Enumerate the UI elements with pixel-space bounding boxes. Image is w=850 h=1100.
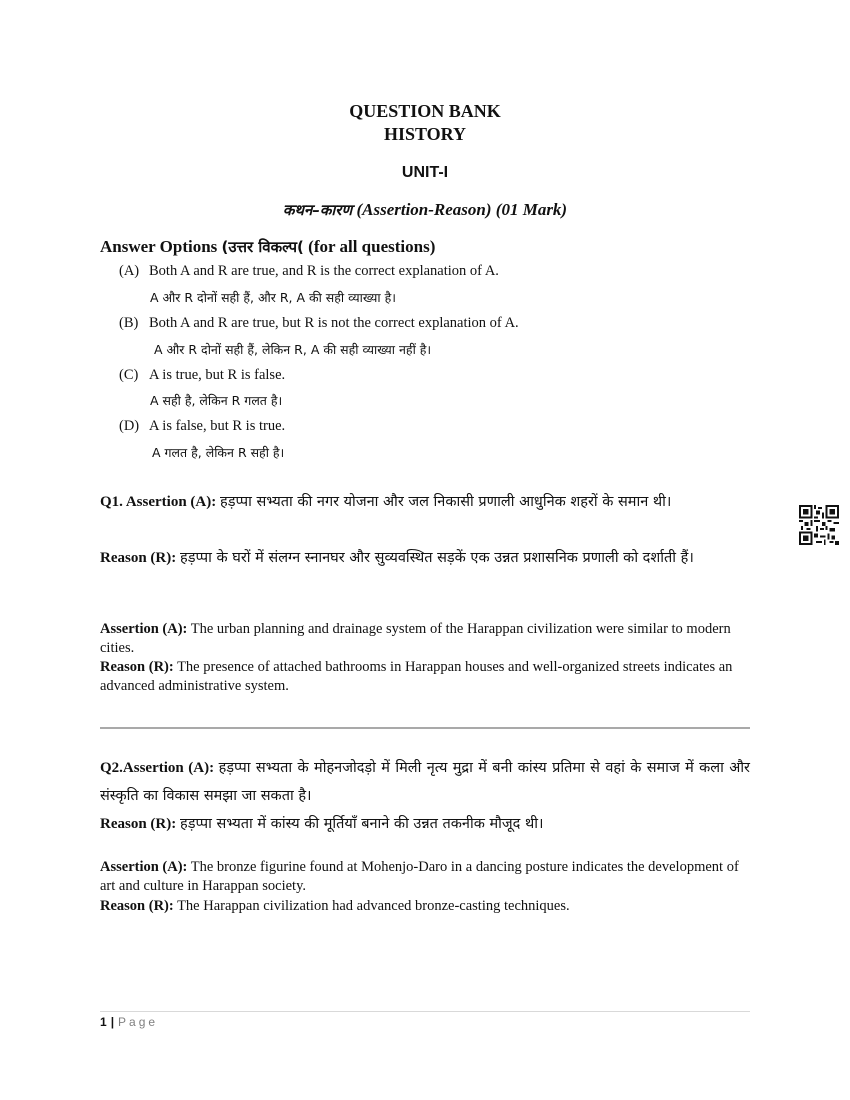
option-d-hindi: A गलत है, लेकिन R सही है। xyxy=(152,445,285,460)
option-text-en: Both A and R are true, but R is not the correct explanation of A. xyxy=(149,315,519,331)
section-title-hindi: कथन–कारण xyxy=(282,201,353,219)
page-number: 1 xyxy=(100,1015,107,1029)
option-d xyxy=(119,418,285,435)
section-title-english: (Assertion-Reason) (01 Mark) xyxy=(356,200,568,219)
footer-divider xyxy=(100,1011,750,1012)
q1-assertion-hindi: Q1. Assertion (A): हड़प्पा सभ्यता की नगर योजना और जल निकासी प्रणाली आधुनिक शहरों के समान थी। xyxy=(100,494,672,510)
q1-assertion-english: Assertion (A): The urban planning and drainage system of the Harappan civilization were similar to modern cities. xyxy=(100,621,731,656)
option-label: (D) xyxy=(119,418,140,434)
answer-options-heading: Answer Options (उत्तर विकल्प( (for all questions) xyxy=(100,237,436,256)
option-a xyxy=(119,263,499,280)
page-footer: 1 | Page xyxy=(100,1015,159,1029)
qr-code-icon xyxy=(799,505,839,545)
option-text-en: A is false, but R is true. xyxy=(149,418,286,434)
option-text-en: Both A and R are true, and R is the correct explanation of A. xyxy=(149,263,499,279)
option-label: (C) xyxy=(119,367,139,383)
q1-reason-hindi: Reason (R): हड़प्पा के घरों में संलग्न स्नानघर और सुव्यवस्थित सड़कें एक उन्नत प्रशासनिक प्रणाली को दर्शाती हैं। xyxy=(100,550,694,566)
section-title xyxy=(0,200,850,220)
option-label: (A) xyxy=(119,263,140,279)
option-label: (B) xyxy=(119,315,139,331)
section-divider xyxy=(100,727,750,729)
q2-label: Q2.Assertion (A): xyxy=(100,760,215,776)
option-c xyxy=(119,367,285,384)
option-a-hindi: A और R दोनों सही हैं, और R, A की सही व्याख्या है। xyxy=(150,290,397,305)
q2-reason-hindi: Reason (R): हड़प्पा सभ्यता में कांस्य की मूर्तियाँ बनाने की उन्नत तकनीक मौजूद थी। xyxy=(100,816,544,832)
q2-assertion-hindi: Q2.Assertion (A): हड़प्पा सभ्यता के मोहनजोदड़ो में मिली नृत्य मुद्रा में बनी कांस्य प्रतिमा से वहां के समाज में कला और संस्कृति का विकास समझा जा सकता है। xyxy=(100,760,750,804)
q1-reason-english: Reason (R): The presence of attached bathrooms in Harappan houses and well-organized streets indicates an advanced administrative system. xyxy=(100,659,733,694)
q1-label: Q1. Assertion (A): xyxy=(100,494,217,510)
page-word: Page xyxy=(118,1015,159,1029)
page-title: QUESTION BANK xyxy=(349,101,501,121)
subject-title: HISTORY xyxy=(383,124,467,144)
option-b xyxy=(119,315,519,332)
option-text-en: A is true, but R is false. xyxy=(149,367,286,383)
unit-title: UNIT-I xyxy=(401,164,449,181)
q2-reason-english: Reason (R): The Harappan civilization had advanced bronze-casting techniques. xyxy=(100,898,570,914)
option-b-hindi: A और R दोनों सही हैं, लेकिन R, A की सही व्याख्या नहीं है। xyxy=(154,342,432,357)
q2-assertion-english: Assertion (A): The bronze figurine found at Mohenjo-Daro in a dancing posture indicates the development of art and culture in Harappan society. xyxy=(100,859,739,894)
option-c-hindi: A सही है, लेकिन R गलत है। xyxy=(150,393,283,408)
